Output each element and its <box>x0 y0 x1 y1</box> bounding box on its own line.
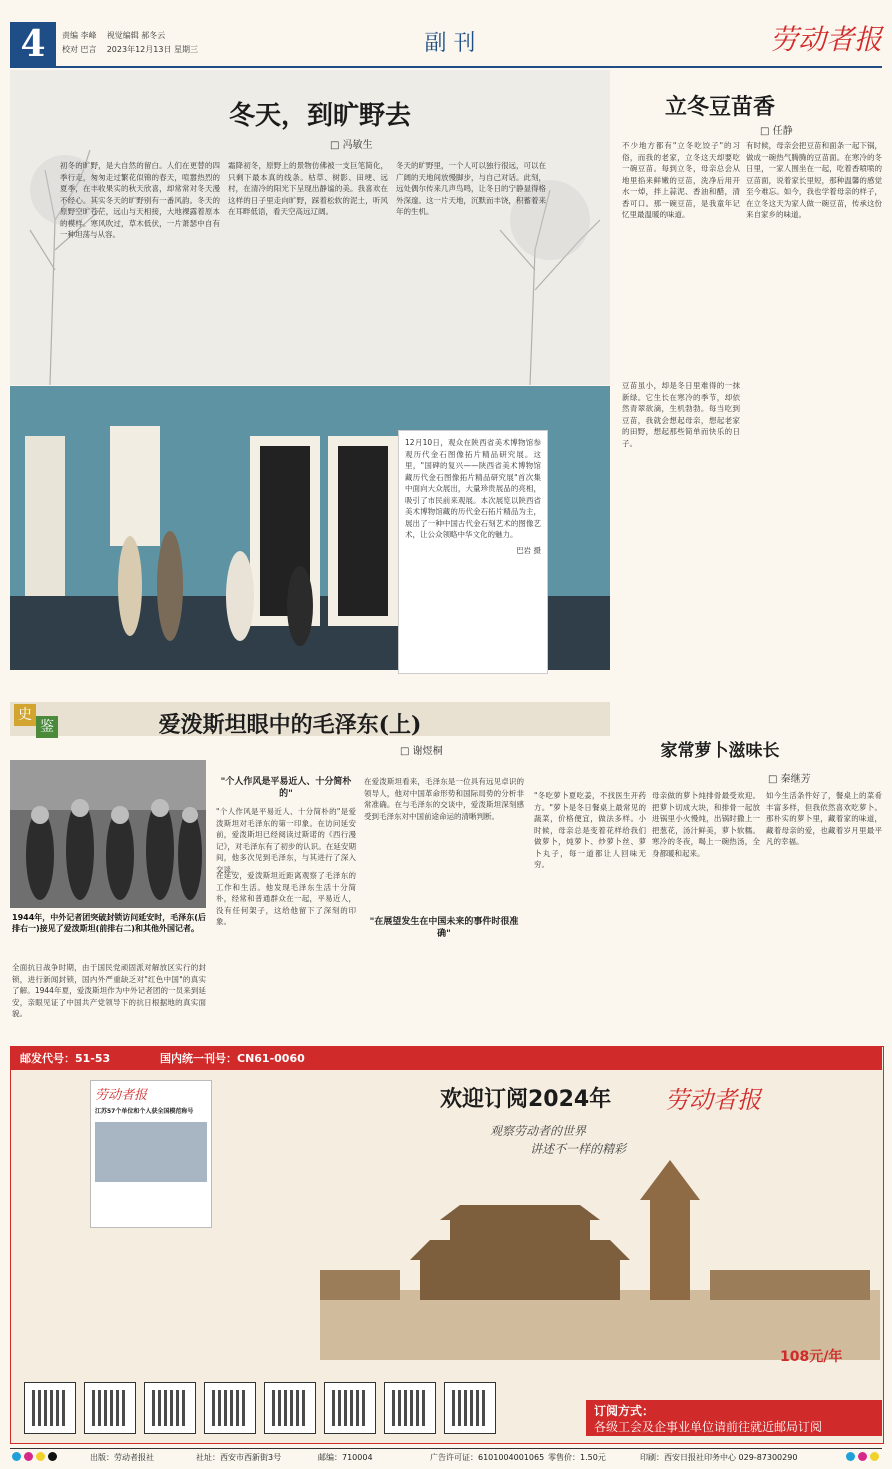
dot-magenta <box>24 1452 33 1461</box>
article2-col1: 全面抗日战争时期，由于国民党顽固派对解放区实行的封锁，进行新闻封锁，国内外严重缺乏对"红色中国"的真实了解。1944年夏，爱泼斯坦作为中外记者团的一员来到延安，亲眼见证了中国共产党领导下的抗日根据地的真实面貌。 <box>12 963 206 1018</box>
issue-date: 2023年12月13日 星期三 <box>106 45 198 54</box>
subscription-method-label: 订阅方式： <box>594 1404 655 1418</box>
subscription-price: 108元/年 <box>780 1349 843 1365</box>
historic-photo <box>10 760 206 908</box>
qr-code[interactable] <box>384 1382 436 1434</box>
photo-credit: 巴岩 摄 <box>516 545 541 555</box>
xian-skyline <box>320 1160 880 1360</box>
footer-price: 零售价：1.50元 <box>548 1453 606 1462</box>
photo-caption-text: 12月10日，观众在陕西省美术博物馆参观历代金石图像拓片精品研究展。这里，"国碑的复兴——陕西省美术博物馆藏历代金石图像拓片精品研究展"首次集中面向大众展出，大量珍贵展品的亮相，吸引了市民前来观展。本次展览以陕西省美术博物馆藏的历代金石拓片精品为主，展出了一种中国古代金石刻艺术的图像艺术，让公众领略中华文化的魅力。 <box>405 438 541 539</box>
proof-label: 校对 <box>62 45 78 54</box>
history-tag-2: 鉴 <box>36 716 58 738</box>
article2-subhead1: "个人作风是平易近人、十分简朴的" <box>220 777 352 799</box>
color-dots-right <box>846 1452 879 1461</box>
article2-col2: "个人作风是平易近人、十分简朴的"是爱泼斯坦对毛泽东的第一印象。在访问延安前，爱泼斯坦已经阅读过斯诺的《西行漫记》，对毛泽东有了初步的认识。在延安期间，他多次见到毛泽东，与其进行了深入交谈。 <box>216 807 356 874</box>
qr-code[interactable] <box>84 1382 136 1434</box>
visual-label: 视觉编辑 <box>106 31 139 40</box>
editor-label: 责编 <box>62 31 78 40</box>
historic-photo-caption: 1944年，中外记者团突破封锁访问延安时，毛泽东(后排右一)接见了爱泼斯坦(前排右二)和其他外国记者。 <box>12 913 206 933</box>
qr-row <box>24 1382 496 1434</box>
qr-code[interactable] <box>144 1382 196 1434</box>
dot-cyan <box>846 1452 855 1461</box>
footer-publisher: 出版：劳动者报社 <box>90 1453 154 1462</box>
subscription-masthead: 劳动者报 <box>665 1086 761 1114</box>
postal-code: 邮发代号：51-53 <box>20 1052 111 1065</box>
group-photo <box>10 760 206 908</box>
page-number: 4 <box>10 22 56 66</box>
subscription-method: 各级工会及企事业单位请前往就近邮局订阅 <box>594 1420 823 1434</box>
dot-cyan <box>12 1452 21 1461</box>
dot-yellow <box>870 1452 879 1461</box>
article1-byline: □ 冯敏生 <box>330 140 373 151</box>
article1-col1: 初冬的旷野，是大自然的留白。人们在更替的四季行走，匆匆走过繁花似锦的春天，喧嚣热烈的夏季，在丰收果实的秋天欣喜，却常常对冬天漫不经心。其实冬天的旷野别有一番风韵。冬天的原野空旷苍茫，远山与天相接，大地裸露着原本的模样。寒风吹过，草木低伏，一片萧瑟中自有一种坦荡与从容。 <box>60 161 220 239</box>
editor-name: 李峰 <box>80 31 97 40</box>
article1-author: 冯敏生 <box>342 140 373 151</box>
dot-magenta <box>858 1452 867 1461</box>
article4-byline: □ 秦继芳 <box>768 774 811 785</box>
thumbnail-image <box>95 1122 207 1182</box>
article2-title: 爱泼斯坦眼中的毛泽东(上) <box>158 712 422 738</box>
article2-col4: 在爱泼斯坦看来，毛泽东是一位具有远见卓识的领导人，他对中国革命形势和国际局势的分析非常准确。在与毛泽东的交谈中，爱泼斯坦深刻感受到毛泽东对中国前途命运的清晰判断。 <box>364 777 524 821</box>
proof-info <box>62 44 362 55</box>
color-dots <box>12 1452 57 1461</box>
proof-name: 巴言 <box>80 45 97 54</box>
section-title: 副 刊 <box>424 31 476 56</box>
article2-col3: 在延安，爱泼斯坦近距离观察了毛泽东的工作和生活。他发现毛泽东生活十分简朴，经常和普通群众在一起，平易近人，没有任何架子，这给他留下了深刻的印象。 <box>216 871 356 926</box>
article4-col2: 母亲做的萝卜炖排骨最受欢迎。把萝卜切成大块，和排骨一起放进锅里小火慢炖，出锅时撒上一把葱花，汤汁鲜美，萝卜软糯。寒冷的冬夜，喝上一碗热汤，全身都暖和起来。 <box>652 791 760 858</box>
article4-col3: 如今生活条件好了，餐桌上的菜肴丰富多样，但我依然喜欢吃萝卜。那朴实的萝卜里，藏着家的味道，藏着母亲的爱，也藏着岁月里最平凡的幸福。 <box>766 791 882 846</box>
footer-address: 社址：西安市西新街3号 <box>196 1453 282 1462</box>
footer-printer: 印刷：西安日报社印务中心 029-87300290 <box>640 1453 798 1462</box>
footer-rule <box>10 1448 882 1449</box>
masthead: 劳动者报 <box>769 23 882 56</box>
article2-author: 谢煜桐 <box>412 746 443 757</box>
qr-code[interactable] <box>264 1382 316 1434</box>
slogan-line-2: 讲述不一样的精彩 <box>530 1142 627 1156</box>
article4-author: 秦继芳 <box>780 774 811 785</box>
subscription-headline: 欢迎订阅2024年 <box>440 1087 612 1112</box>
article4-col1: "冬吃萝卜夏吃姜，不找医生开药方。"萝卜是冬日餐桌上最常见的蔬菜，价格便宜，做法多样。小时候，母亲总是变着花样给我们做萝卜，炖萝卜、炒萝卜丝、萝卜丸子，每一道都让人回味无穷。 <box>534 791 646 869</box>
slogan-line-1: 观察劳动者的世界 <box>490 1124 587 1138</box>
dot-yellow <box>36 1452 45 1461</box>
article3-byline: □ 任静 <box>760 126 793 137</box>
qr-code[interactable] <box>324 1382 376 1434</box>
article3-col3: 豆苗虽小，却是冬日里难得的一抹新绿。它生长在寒冷的季节，却依然青翠欲滴，生机勃勃。每当吃到豆苗，我就会想起母亲，想起老家的田野，想起那些简单而快乐的日子。 <box>622 381 740 448</box>
article3-title: 立冬豆苗香 <box>664 94 775 120</box>
newspaper-thumbnail <box>90 1080 212 1228</box>
article3-col2: 有时候，母亲会把豆苗和面条一起下锅，做成一碗热气腾腾的豆苗面。在寒冷的冬日里，一家人围坐在一起，吃着香喷喷的豆苗面，说着家长里短，那种温馨的感觉至今难忘。如今，我也学着母亲的样子，在立冬这天为家人做一碗豆苗，传承这份来自家乡的味道。 <box>746 141 882 219</box>
header-rule <box>10 66 882 68</box>
qr-code[interactable] <box>444 1382 496 1434</box>
article2-subhead2: "在展望发生在中国未来的事件时很准确" <box>369 917 519 939</box>
article4-title: 家常萝卜滋味长 <box>660 741 780 761</box>
editor-info <box>62 30 362 41</box>
thumbnail-masthead: 劳动者报 <box>95 1088 148 1103</box>
thumbnail-headline: 江苏57个单位和个人获全国模范称号 <box>95 1108 194 1115</box>
photo-caption-box <box>398 430 548 674</box>
article1-col2: 霜降初冬，原野上的景物仿佛被一支巨笔简化，只剩下最本真的线条。枯草、树影、田埂、远村，在清冷的阳光下呈现出静谧的美。我喜欢在这样的日子里走向旷野，踩着松软的泥土，听风在耳畔低语，看天空高远辽阔。 <box>228 161 388 216</box>
article3-author: 任静 <box>772 126 793 137</box>
visual-name: 郝冬云 <box>141 31 166 40</box>
footer-postcode: 邮编：710004 <box>318 1453 373 1462</box>
dot-black <box>48 1452 57 1461</box>
article1-title: 冬天，到旷野去 <box>228 101 411 131</box>
museum-photo <box>10 386 610 670</box>
article2-byline: □ 谢煜桐 <box>400 746 443 757</box>
article3-col1: 不少地方都有"立冬吃饺子"的习俗，而我的老家，立冬这天却要吃一碗豆苗。每到立冬，母亲总会从地里掐来鲜嫩的豆苗，洗净后用开水一焯，拌上蒜泥、香油和醋，清香可口。那一碗豆苗，是我童年记忆里最温暖的味道。 <box>622 141 740 219</box>
history-tag-1: 史 <box>14 704 36 726</box>
issn: 国内统一刊号：CN61-0060 <box>160 1052 305 1065</box>
footer-license: 广告许可证：6101004001065 <box>430 1453 545 1462</box>
qr-code[interactable] <box>204 1382 256 1434</box>
qr-code[interactable] <box>24 1382 76 1434</box>
article1-col3: 冬天的旷野里，一个人可以独行很远，可以在广阔的天地间放慢脚步，与自己对话。此刻，远处偶尔传来几声鸟鸣，让冬日的宁静显得格外深邃。这一片天地，沉默而丰饶，积蓄着来年的生机。 <box>396 161 546 216</box>
